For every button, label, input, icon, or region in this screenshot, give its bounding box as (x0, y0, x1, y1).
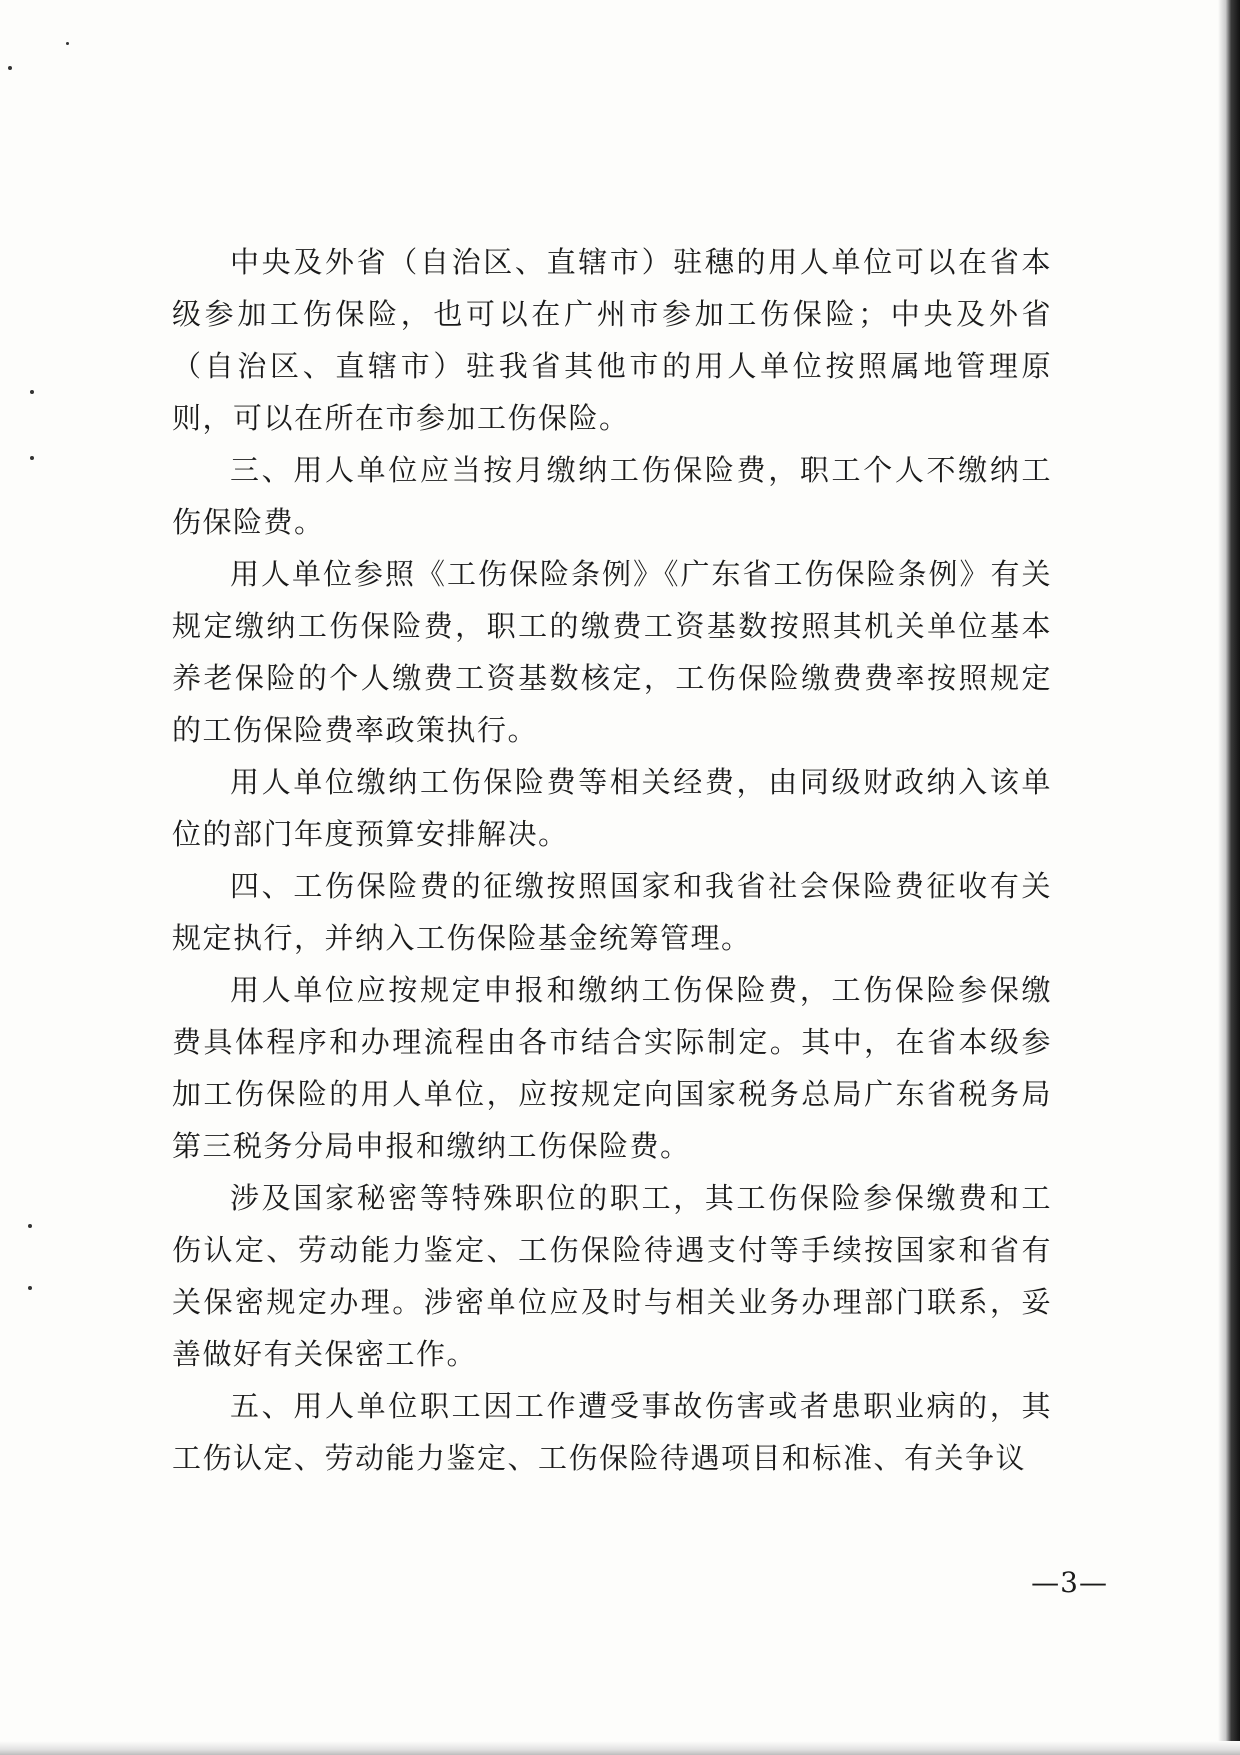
scan-speck (66, 42, 69, 45)
scan-speck (28, 1224, 32, 1228)
paragraph: 三、用人单位应当按月缴纳工伤保险费，职工个人不缴纳工伤保险费。 (172, 453, 1052, 539)
paragraph: 四、工伤保险费的征缴按照国家和我省社会保险费征收有关规定执行，并纳入工伤保险基金统筹管理。 (172, 869, 1052, 955)
scan-edge-shadow (1218, 0, 1240, 1755)
paragraph: 用人单位应按规定申报和缴纳工伤保险费，工伤保险参保缴费具体程序和办理流程由各市结合实际制定。其中，在省本级参加工伤保险的用人单位，应按规定向国家税务总局广东省税务局第三税务分局申报和缴纳工伤保险费。 (172, 973, 1052, 1163)
scan-speck (30, 390, 34, 394)
document-body (172, 236, 1052, 1484)
scan-speck (8, 66, 12, 70)
page-number: —3— (1031, 1566, 1108, 1599)
paragraph: 涉及国家秘密等特殊职位的职工，其工伤保险参保缴费和工伤认定、劳动能力鉴定、工伤保险待遇支付等手续按国家和省有关保密规定办理。涉密单位应及时与相关业务办理部门联系，妥善做好有关保密工作。 (172, 1181, 1052, 1371)
scan-speck (28, 1286, 32, 1290)
scan-bottom-edge (0, 1741, 1240, 1755)
paragraph: 用人单位参照《工伤保险条例》《广东省工伤保险条例》有关规定缴纳工伤保险费，职工的缴费工资基数按照其机关单位基本养老保险的个人缴费工资基数核定，工伤保险缴费费率按照规定的工伤保险费率政策执行。 (172, 557, 1052, 747)
paragraph: 用人单位缴纳工伤保险费等相关经费，由同级财政纳入该单位的部门年度预算安排解决。 (172, 765, 1052, 851)
paragraph: 五、用人单位职工因工作遭受事故伤害或者患职业病的，其工伤认定、劳动能力鉴定、工伤保险待遇项目和标准、有关争议 (172, 1389, 1052, 1475)
scan-speck (30, 456, 34, 460)
paragraph: 中央及外省（自治区、直辖市）驻穗的用人单位可以在省本级参加工伤保险，也可以在广州市参加工伤保险；中央及外省（自治区、直辖市）驻我省其他市的用人单位按照属地管理原则，可以在所在市参加工伤保险。 (172, 245, 1052, 435)
